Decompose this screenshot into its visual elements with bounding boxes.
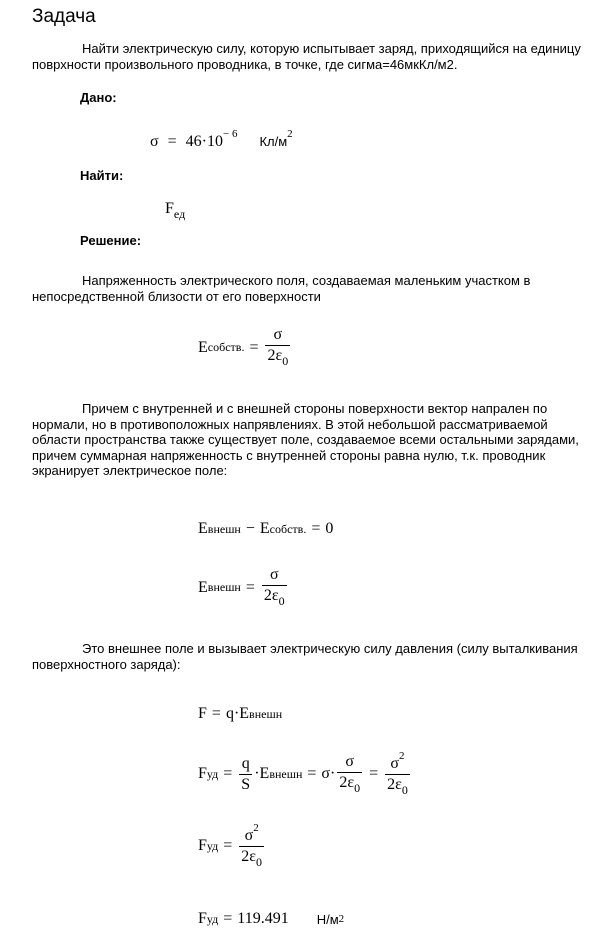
given-label: Дано: xyxy=(80,90,117,105)
solution-text-2: Причем с внутренней и с внешней стороны поверхности вектор напрален по нормали, но в противоположных напрявлениях. В этой небольшой рассматриваемой области пространства также существует поле, создаваемое всеми остальными зарядами, причем суммарная напряженность с внутренней стороны равна нулю, т.к. проводник экранирует электрическое поле: xyxy=(32,401,579,478)
eq6-denominator: $2\varepsilon_0$ xyxy=(241,848,263,869)
eq2-a: E xyxy=(198,520,208,537)
equation-specific-force xyxy=(198,822,266,870)
eq4-equals: = xyxy=(211,705,221,722)
solution-label: Решение: xyxy=(80,233,142,248)
eq6-lhs-sub: уд xyxy=(206,838,219,853)
eq3-equals: = xyxy=(245,578,255,596)
eq5-fraction-q-s xyxy=(239,755,252,794)
eq5-equals-1: = xyxy=(223,765,233,782)
equation-result xyxy=(198,910,344,928)
eq6-numerator: $\sigma^2$ xyxy=(244,822,259,844)
eq6-lhs: F xyxy=(198,837,207,854)
eq1-equals: = xyxy=(249,338,259,356)
equation-field-balance xyxy=(198,520,333,538)
eq4-lhs: F xyxy=(198,705,207,722)
eq5-equals-2: = xyxy=(307,765,317,782)
force-symbol: F xyxy=(165,200,174,217)
find-formula xyxy=(165,200,185,222)
eq2-rhs: 0 xyxy=(325,520,334,537)
eq1-numerator: σ xyxy=(273,326,283,343)
sigma-symbol: σ xyxy=(150,133,159,150)
eq5-lhs: F xyxy=(198,765,207,782)
given-exponent: − 6 xyxy=(222,128,238,140)
eq6-equals: = xyxy=(223,837,233,854)
eq3-fraction xyxy=(262,566,287,609)
result-unit: Н/м xyxy=(316,911,339,927)
eq5-f1-numerator: q xyxy=(241,754,250,772)
equation-force xyxy=(198,705,282,723)
eq5-fraction-sigma-squared xyxy=(385,750,410,798)
eq5-f3-denominator: $2\varepsilon_0$ xyxy=(387,776,408,797)
eq5-fraction-sigma xyxy=(337,753,362,796)
equation-e-external xyxy=(198,566,289,609)
eq4-rhs-sub: внешн xyxy=(249,706,283,721)
given-value: 46·10 xyxy=(185,133,223,150)
eq7-lhs-sub: уд xyxy=(206,911,219,926)
eq5-f1-denominator: S xyxy=(241,775,251,793)
eq4-rhs: q·E xyxy=(225,705,250,722)
equation-e-self xyxy=(198,326,292,369)
given-unit-exponent: 2 xyxy=(287,128,293,140)
eq7-lhs: F xyxy=(198,910,207,927)
solution-text-3: Это внешнее поле и вызывает электрическую силу давления (силу выталкивания поверхностного заряда): xyxy=(32,641,578,672)
eq3-denominator: $2\varepsilon_0$ xyxy=(263,587,285,608)
eq5-f3-numerator: $\sigma^2$ xyxy=(390,750,405,772)
equals-sign: = xyxy=(167,133,177,150)
eq5-lhs-sub: уд xyxy=(206,766,219,781)
find-label: Найти: xyxy=(80,168,124,183)
force-subscript: ед xyxy=(173,207,186,221)
result-value: 119.491 xyxy=(237,910,289,927)
given-unit: Кл/м xyxy=(259,134,288,149)
page-title: Задача xyxy=(32,6,96,27)
eq2-b-sub: собств. xyxy=(269,521,307,536)
solution-text-1: Напряженность электрического поля, создаваемая маленьким участком в непосредственной близости от его поверхности xyxy=(32,273,531,304)
eq1-fraction xyxy=(265,326,290,369)
problem-text: Найти электрическую силу, которую испытывает заряд, приходящийся на единицу поврхности произвольного проводника, в точке, где сигма=46мкКл/м2. xyxy=(32,41,581,72)
eq2-minus: − xyxy=(245,520,255,537)
eq3-lhs-sub: внешн xyxy=(207,580,241,594)
eq3-lhs: E xyxy=(198,578,208,596)
equation-specific-force-derivation xyxy=(198,750,412,798)
eq2-equals: = xyxy=(311,520,321,537)
eq5-mid: ·E xyxy=(254,765,270,782)
eq2-b: E xyxy=(259,520,270,537)
given-formula xyxy=(150,128,293,151)
eq6-fraction xyxy=(239,822,264,870)
eq1-lhs-sub: собств. xyxy=(207,340,245,354)
eq5-equals-3: = xyxy=(369,765,379,782)
eq5-mid-sub: внешн xyxy=(269,766,303,781)
eq5-f2-denominator: $2\varepsilon_0$ xyxy=(339,773,361,795)
eq2-a-sub: внешн xyxy=(207,521,241,536)
eq3-numerator: σ xyxy=(269,566,279,583)
eq5-f2-numerator: σ xyxy=(345,752,355,770)
eq5-sigma-dot: σ· xyxy=(321,765,336,782)
eq1-lhs: E xyxy=(198,338,208,356)
eq1-denominator: $2\varepsilon_0$ xyxy=(267,347,289,368)
eq7-equals: = xyxy=(223,910,233,927)
result-unit-exponent: 2 xyxy=(338,913,345,925)
